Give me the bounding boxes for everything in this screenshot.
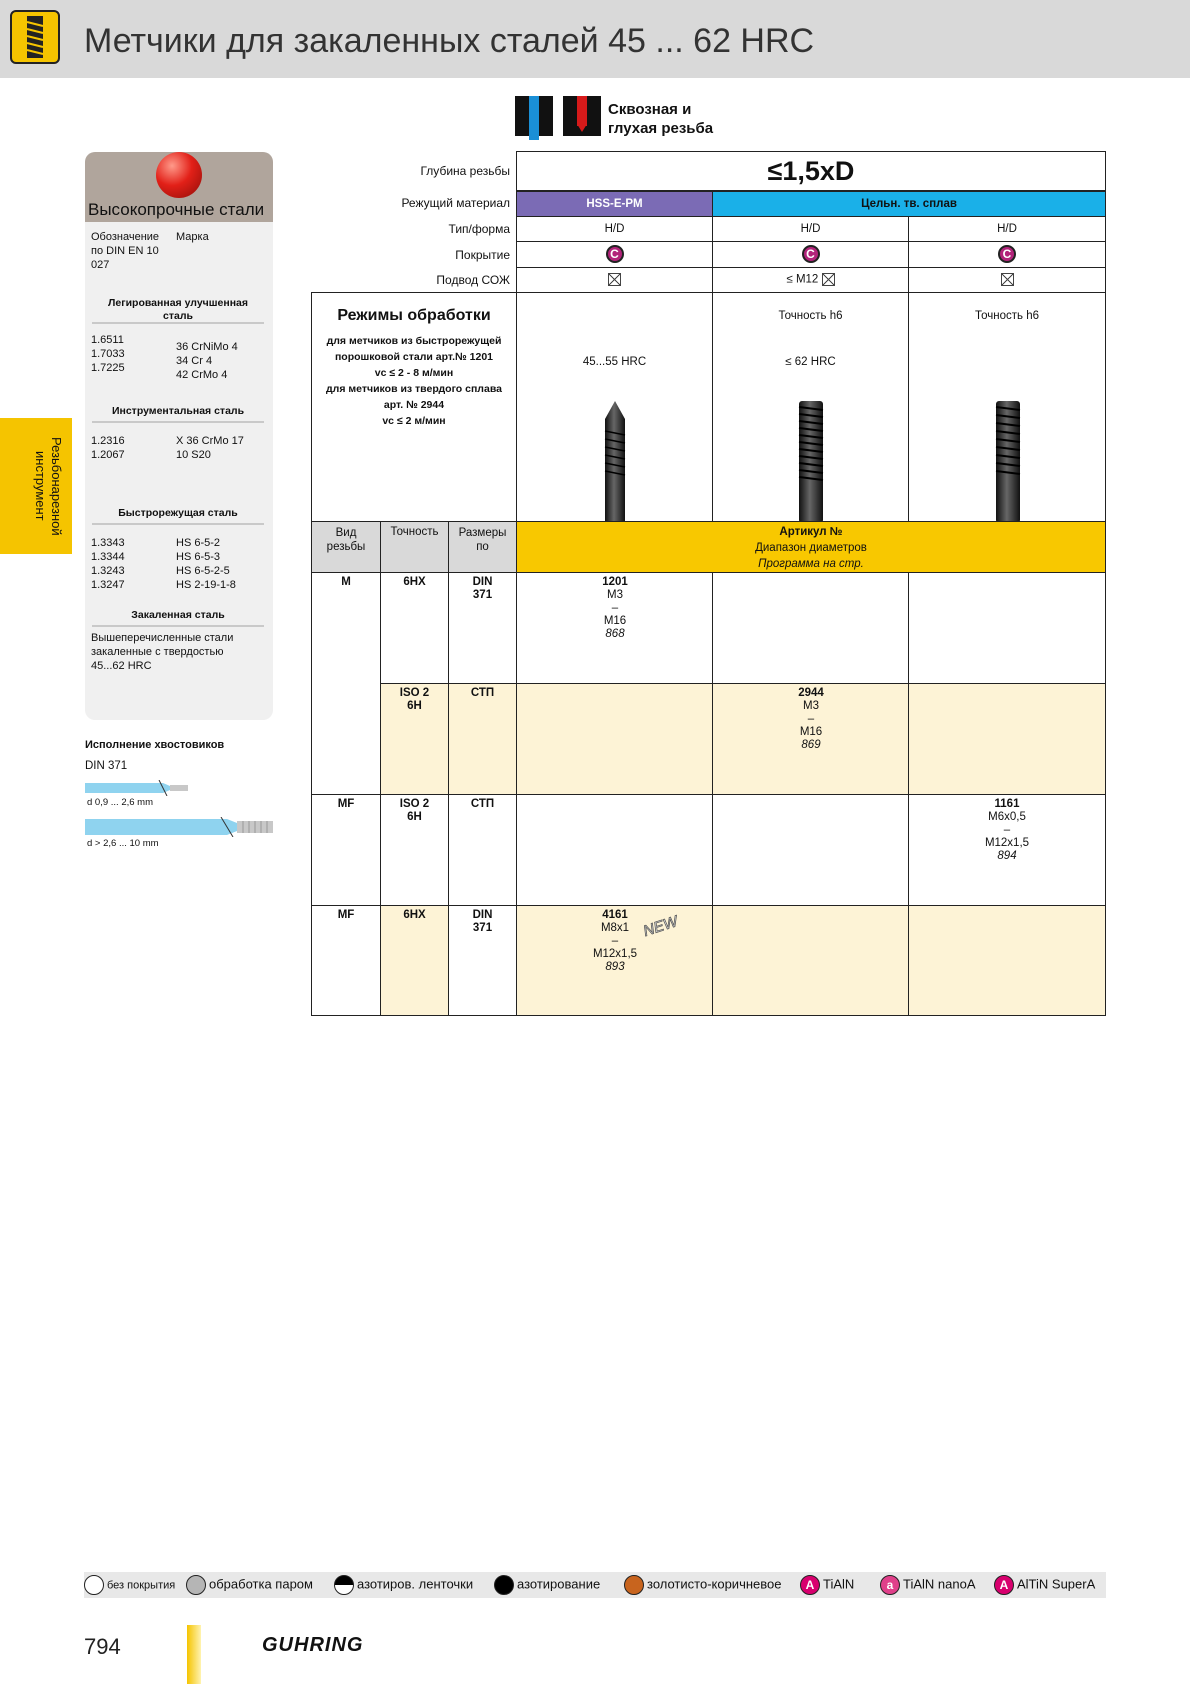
grade-header: Марка bbox=[176, 231, 209, 243]
legend-tialn: A TiAlN bbox=[800, 1575, 854, 1595]
group-tool-grades: X 36 CrMo 17 10 S20 bbox=[176, 435, 244, 461]
modes-cell bbox=[311, 292, 517, 522]
section-tab-label: Резьбонарезной инструмент bbox=[33, 436, 64, 536]
group-alloy-codes: 1.6511 1.7033 1.7225 bbox=[91, 334, 125, 374]
no-coolant-icon bbox=[822, 273, 835, 286]
article-4161: 4161 M8x1 – M12x1,5 893 bbox=[592, 909, 638, 973]
designation-header: Обозначение по DIN EN 10 027 bbox=[91, 231, 160, 271]
row1-accuracy: ISO 2 6H bbox=[380, 683, 449, 795]
row-thread-m: M bbox=[311, 572, 381, 795]
coating-col3 bbox=[908, 241, 1106, 268]
coolant-col3 bbox=[908, 267, 1106, 293]
type-col2: H/D bbox=[712, 216, 909, 242]
group-hss-title: Быстрорежущая сталь bbox=[118, 507, 238, 519]
divider bbox=[92, 322, 264, 324]
divider bbox=[92, 523, 264, 525]
row2-thread: MF bbox=[311, 794, 381, 906]
thread-type-icon bbox=[515, 96, 601, 140]
tool-col3: Точность h6 bbox=[908, 292, 1106, 522]
group-alloy-title: Легированная улучшенная сталь bbox=[108, 297, 248, 322]
label-material: Режущий материал bbox=[401, 196, 510, 210]
coating-col2 bbox=[712, 241, 909, 268]
legend-uncoated: без покрытия bbox=[84, 1575, 175, 1595]
legend-altin: A AlTiN SuperA bbox=[994, 1575, 1095, 1595]
row0-col2 bbox=[712, 572, 909, 684]
shank-title: Исполнение хвостовиков bbox=[85, 739, 225, 751]
no-coolant-icon bbox=[1001, 273, 1014, 286]
label-coolant: Подвод СОЖ bbox=[436, 273, 510, 287]
tialn-nano-icon: a bbox=[880, 1575, 900, 1595]
label-depth: Глубина резьбы bbox=[420, 164, 510, 178]
article-1201: 1201 M3 – M16 868 bbox=[602, 576, 628, 640]
subheader-thread: Вид резьбы bbox=[311, 521, 381, 573]
steam-icon bbox=[186, 1575, 206, 1595]
group-hss-grades: HS 6-5-2 HS 6-5-3 HS 6-5-2-5 HS 2-19-1-8 bbox=[176, 537, 236, 591]
row3-col3 bbox=[908, 905, 1106, 1016]
material-ball-icon bbox=[156, 152, 202, 198]
brand-logo: GUHRING bbox=[262, 1634, 364, 1656]
divider bbox=[92, 421, 264, 423]
group-tool-codes: 1.2316 1.2067 bbox=[91, 435, 125, 461]
row2-standard: СТП bbox=[448, 794, 517, 906]
legend-steam: обработка паром bbox=[186, 1575, 313, 1595]
page-number: 794 bbox=[84, 1634, 121, 1659]
row3-col1 bbox=[516, 905, 713, 1016]
tap-image-icon bbox=[793, 401, 829, 523]
group-tool-title: Инструментальная сталь bbox=[111, 405, 245, 417]
page-title: Метчики для закаленных сталей 45 ... 62 HRC bbox=[84, 22, 815, 60]
row0-col1 bbox=[516, 572, 713, 684]
divider bbox=[92, 625, 264, 627]
coating-col1 bbox=[516, 241, 713, 268]
tialn-icon: A bbox=[800, 1575, 820, 1595]
row1-col2 bbox=[712, 683, 909, 795]
coating-c-icon: C bbox=[998, 245, 1016, 263]
row2-col2 bbox=[712, 794, 909, 906]
tap-image-icon bbox=[597, 401, 633, 523]
material-panel-title: Высокопрочные стали bbox=[88, 200, 265, 219]
subheader-size: Размеры по bbox=[448, 521, 517, 573]
legend-gold: золотисто-коричневое bbox=[624, 1575, 781, 1595]
shank-large-label: d > 2,6 ... 10 mm bbox=[87, 838, 159, 849]
row0-standard: DIN 371 bbox=[448, 572, 517, 684]
shank-standard: DIN 371 bbox=[85, 760, 128, 772]
new-badge: NEW bbox=[641, 913, 680, 940]
tap-image-icon bbox=[990, 401, 1026, 523]
nitrided-icon bbox=[494, 1575, 514, 1595]
modes-text: для метчиков из быстрорежущей порошковой стали арт.№ 1201 vc ≤ 2 - 8 м/мин для метчиков из твердого сплава арт. № 2944 vc ≤ 2 м/мин bbox=[326, 335, 502, 427]
shank-small-label: d 0,9 ... 2,6 mm bbox=[87, 797, 153, 808]
subheader-accuracy: Точность bbox=[380, 521, 449, 573]
row1-standard: СТП bbox=[448, 683, 517, 795]
legend-tialn-nano: a TiAlN nanoA bbox=[880, 1575, 976, 1595]
footer-accent bbox=[187, 1625, 201, 1684]
row2-accuracy: ISO 2 6H bbox=[380, 794, 449, 906]
no-coolant-icon bbox=[608, 273, 621, 286]
group-hardened-desc: Вышеперечисленные стали закаленные с твердостью 45...62 HRC bbox=[91, 632, 234, 672]
depth-value: ≤1,5xD bbox=[516, 151, 1106, 191]
row2-col3 bbox=[908, 794, 1106, 906]
row2-col1 bbox=[516, 794, 713, 906]
row3-accuracy: 6HX bbox=[380, 905, 449, 1016]
row0-col3 bbox=[908, 572, 1106, 684]
row3-standard: DIN 371 bbox=[448, 905, 517, 1016]
group-alloy-grades: 36 CrNiMo 4 34 Cr 4 42 CrMo 4 bbox=[176, 341, 238, 381]
row3-col2 bbox=[712, 905, 909, 1016]
group-hss-codes: 1.3343 1.3344 1.3243 1.3247 bbox=[91, 537, 125, 591]
article-2944: 2944 M3 – M16 869 bbox=[798, 687, 824, 751]
material-carbide: Цельн. тв. сплав bbox=[712, 191, 1106, 217]
altin-icon: A bbox=[994, 1575, 1014, 1595]
nitrided-lands-icon bbox=[334, 1575, 354, 1595]
coolant-col2: ≤ M12 bbox=[712, 267, 909, 293]
gold-brown-icon bbox=[624, 1575, 644, 1595]
legend-nitrided: азотирование bbox=[494, 1575, 600, 1595]
row3-thread: MF bbox=[311, 905, 381, 1016]
thread-type-label: Сквозная и глухая резьба bbox=[608, 101, 714, 137]
coating-c-icon: C bbox=[802, 245, 820, 263]
row1-col3 bbox=[908, 683, 1106, 795]
coating-c-icon: C bbox=[606, 245, 624, 263]
legend-nitrided-lands: азотиров. ленточки bbox=[334, 1575, 473, 1595]
coolant-col1 bbox=[516, 267, 713, 293]
tool-col2: Точность h6 ≤ 62 HRC bbox=[712, 292, 909, 522]
tool-col1: 45...55 HRC bbox=[516, 292, 713, 522]
uncoated-icon bbox=[84, 1575, 104, 1595]
modes-title: Режимы обработки bbox=[337, 307, 491, 324]
label-type: Тип/форма bbox=[448, 222, 510, 236]
type-col1: H/D bbox=[516, 216, 713, 242]
subheader-article: Артикул № Диапазон диаметров Программа на стр. bbox=[516, 521, 1106, 573]
row1-col1 bbox=[516, 683, 713, 795]
type-col3: H/D bbox=[908, 216, 1106, 242]
tap-logo-icon bbox=[10, 10, 60, 64]
group-hardened-title: Закаленная сталь bbox=[131, 609, 225, 621]
material-hss: HSS-E-PM bbox=[516, 191, 713, 217]
label-coating: Покрытие bbox=[455, 248, 510, 262]
article-1161: 1161 M6x0,5 – M12x1,5 894 bbox=[984, 798, 1030, 862]
row0-accuracy: 6HX bbox=[380, 572, 449, 684]
